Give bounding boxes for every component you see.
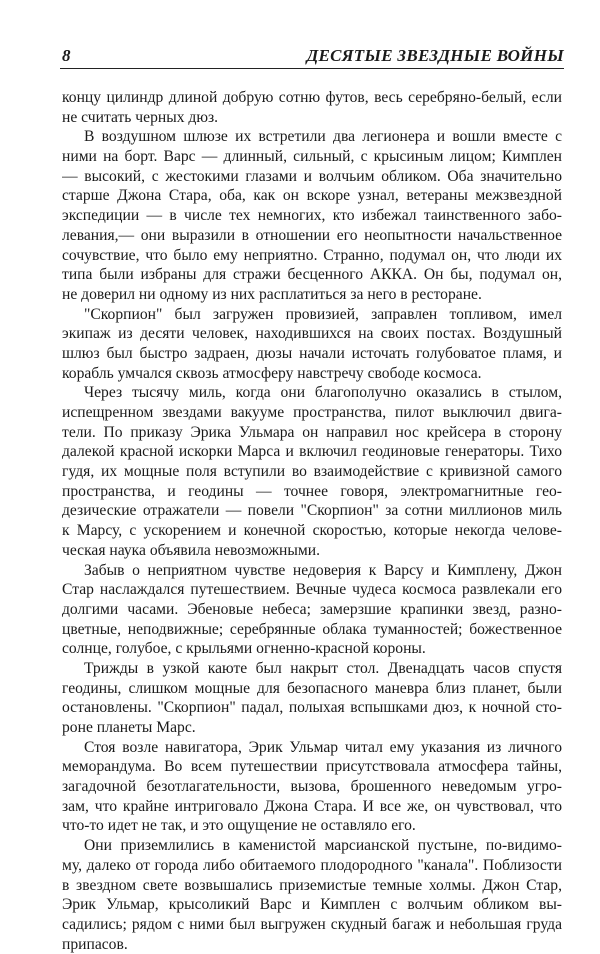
text-line: типа были избраны для стражи бесценного АККА. Он бы, подумал он,: [62, 266, 562, 284]
paragraph: [62, 738, 562, 836]
text-line: Трижды в узкой каюте был накрыт стол. Двенадцать часов спустя: [84, 659, 562, 677]
paragraph: [62, 127, 562, 304]
text-line: солнце, голубое, с крыльями огненно-красной короны.: [62, 640, 426, 658]
text-line: в звездном свете возвышались приземистые темные холмы. Джон Стар,: [62, 876, 562, 894]
paragraph: [62, 561, 562, 659]
text-line: испещренном звездами вакууме пространства, пилот выключил двига-: [62, 404, 562, 421]
text-line: концу цилиндр длиной добрую сотню футов, весь серебряно-белый, если: [62, 89, 562, 106]
text-line: что-то идет не так, и это ощущение не оставляло его.: [62, 817, 416, 835]
text-line: Забыв о неприятном чувстве недоверия к Варсу и Кимплену, Джон: [84, 561, 562, 579]
text-line: цветные, неподвижные; серебрянные облака туманностей; божественное: [62, 620, 562, 638]
text-line: не считать черных дюз.: [62, 108, 219, 126]
page-number: 8: [62, 46, 71, 65]
text-line: "Скорпион" был загружен провизией, заправлен топливом, имел: [84, 305, 562, 323]
text-line: ческая наука объявила невозможными.: [62, 541, 320, 559]
text-line: Через тысячу миль, когда они благополучно оказались в стылом,: [84, 384, 562, 402]
text-line: роне планеты Марс.: [62, 719, 196, 736]
text-line: загадочной безотлагательности, вызова, брошенного неведомым угро-: [62, 778, 562, 796]
text-line: пространства, и геодины — точнее говоря, электромагнитные гео-: [62, 482, 562, 500]
text-line: — высокий, с жестокими глазами и волчьим обликом. Оба значительно: [62, 167, 562, 185]
text-line: меморандума. Во всем путешествии присутствовала атмосфера тайны,: [62, 758, 562, 776]
text-line: геодины, слишком мощные для безопасного маневра близ планет, были: [62, 679, 562, 697]
text-line: экипаж из десяти человек, находившихся на своих постах. Воздушный: [62, 325, 562, 343]
text-line: Стар наслаждался путешествием. Вечные чудеса космоса развлекали его: [62, 581, 562, 599]
paragraph: [62, 383, 562, 560]
text-line: тели. По приказу Эрика Ульмара он направил нос крейсера в сторону: [62, 423, 562, 441]
paragraph: [62, 88, 562, 127]
text-line: старше Джона Стара, оба, как он вскоре узнал, ветераны межзвездной: [62, 187, 562, 205]
text-line: к Марсу, с ускорением и конечной скоростью, которые некогда челове-: [62, 522, 562, 540]
text-line: шлюз был быстро задраен, дюзы начали источать голубоватое пламя, и: [62, 344, 562, 362]
text-line: дезические отражатели — повели "Скорпион" за сотни миллионов миль: [62, 502, 562, 520]
running-title: ДЕСЯТЫЕ ЗВЕЗДНЫЕ ВОЙНЫ: [306, 46, 564, 65]
text-line: садились; рядом с ними был выгружен скудный багаж и небольшая груда: [62, 915, 562, 933]
text-line: ними на борт. Варс — длинный, сильный, с крысиным лицом; Кимплен: [62, 148, 562, 166]
text-line: Эрик Ульмар, крысоликий Варс и Кимплен с волчьим обликом вы-: [62, 896, 562, 914]
text-line: долгими часами. Эбеновые небеса; замерзшие крапинки звезд, разно-: [62, 600, 562, 618]
text-line: зам, что крайне интриговало Джона Стара. И все же, он чувствовал, что: [62, 797, 562, 815]
text-line: далекой красной искорки Марса и включил геодиновые генераторы. Тихо: [62, 443, 562, 461]
text-line: корабль умчался сквозь атмосферу навстречу свободе космоса.: [62, 364, 482, 382]
running-header: [60, 44, 564, 69]
paragraph: [62, 659, 562, 738]
text-line: В воздушном шлюзе их встретили два легионера и вошли вместе с: [84, 128, 562, 146]
text-line: экспедиции — в числе тех немногих, кто избежал таинственного забо-: [62, 207, 562, 225]
text-line: припасов.: [62, 935, 128, 953]
text-line: левания,— они выразили в отношении его неопытности начальственное: [62, 226, 562, 244]
text-line: сочувствие, что было ему неприятно. Странно, подумал он, что люди их: [62, 246, 562, 264]
text-line: Стоя возле навигатора, Эрик Ульмар читал ему указания из личного: [84, 738, 562, 756]
text-line: остановлены. "Скорпион" падал, полыхая вспышками дюз, к ночной сто-: [62, 699, 562, 717]
text-line: не доверил ни одному из них расплатиться за него в ресторане.: [62, 285, 482, 303]
page-body-text: [62, 88, 562, 954]
text-line: Они приземлились в каменистой марсианской пустыне, по-видимо-: [84, 837, 562, 855]
text-line: гудя, их мощные поля вступили во взаимодействие с кривизной самого: [62, 463, 562, 481]
text-line: му, далеко от города либо обитаемого плодородного "канала". Поблизости: [62, 856, 562, 874]
paragraph: [62, 836, 562, 954]
paragraph: [62, 305, 562, 384]
